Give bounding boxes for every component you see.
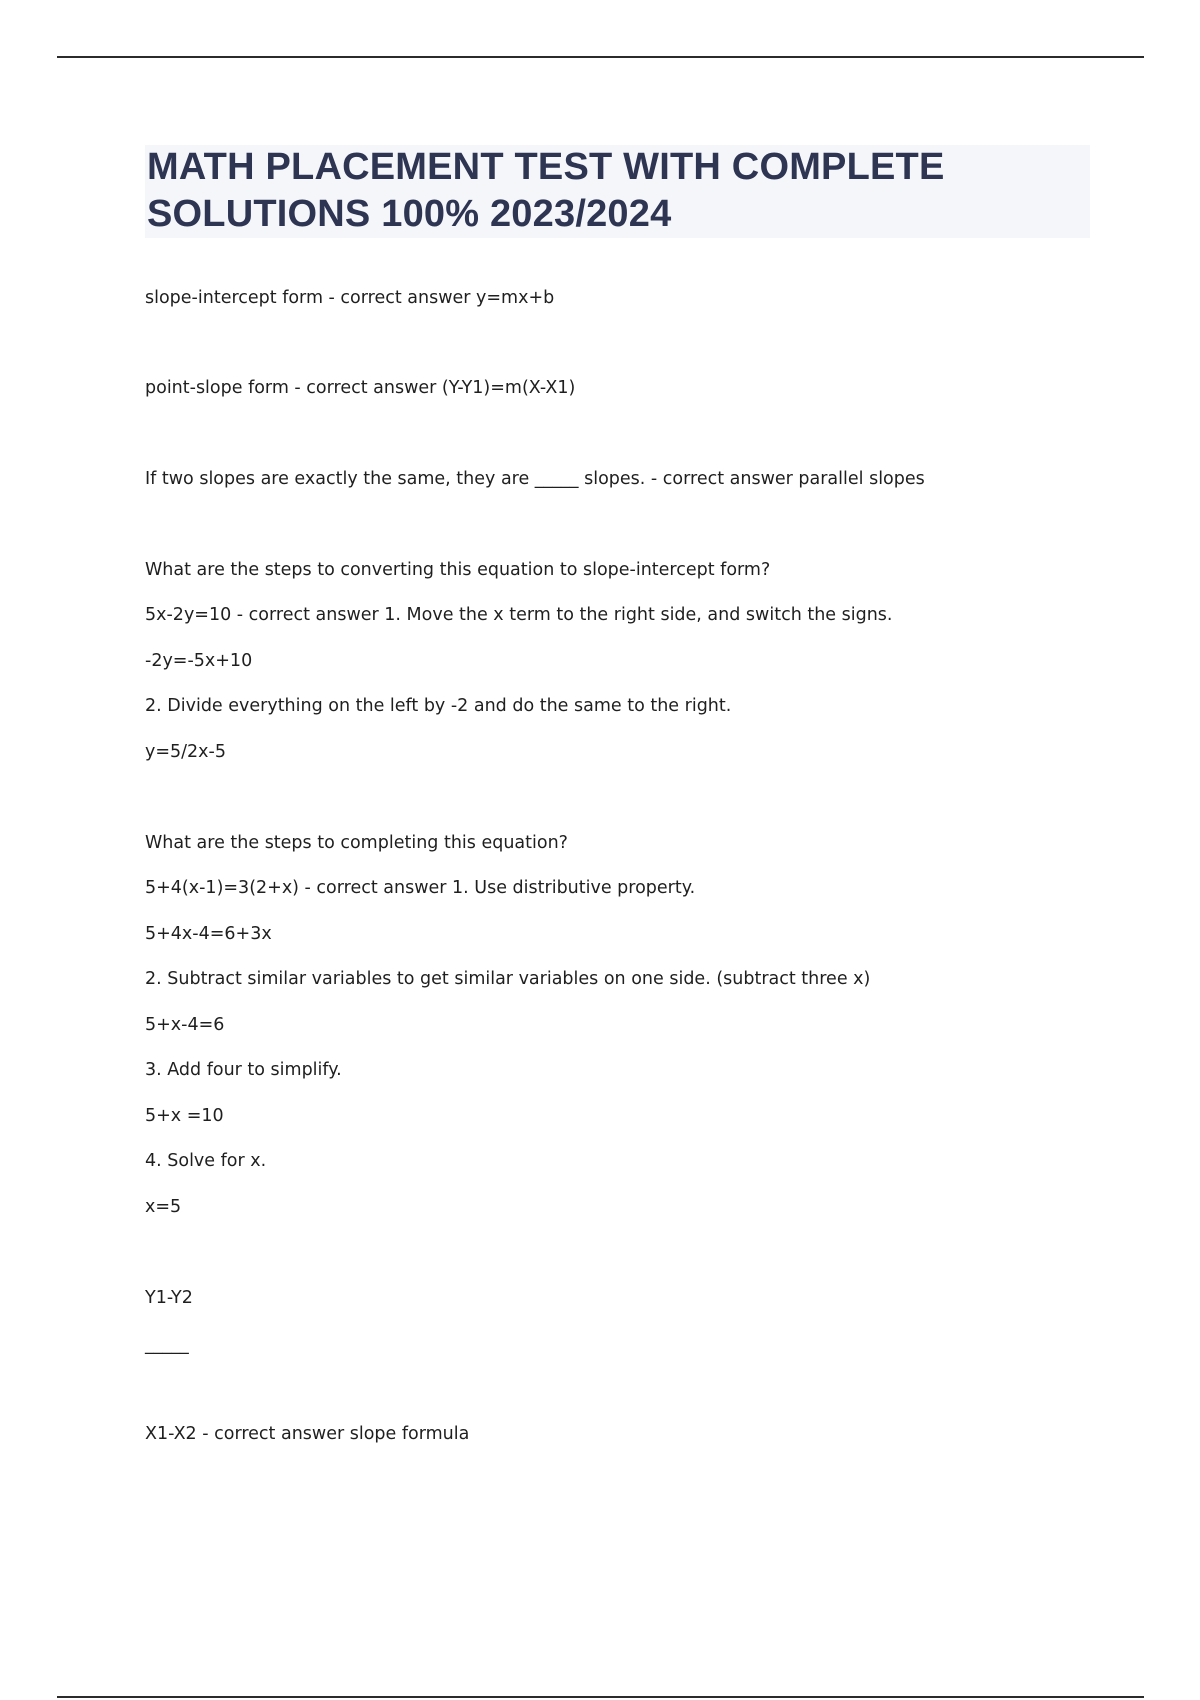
- answer-convert-step-1: 5x-2y=10 - correct answer 1. Move the x term to the right side, and switch the signs.: [145, 605, 893, 625]
- answer-complete-step-1: 5+4(x-1)=3(2+x) - correct answer 1. Use distributive property.: [145, 878, 696, 898]
- answer-complete-equation-3: 5+x =10: [145, 1106, 224, 1126]
- page-title: [147, 144, 1087, 238]
- top-divider: [57, 56, 1144, 58]
- slope-formula-denominator: X1-X2 - correct answer slope formula: [145, 1424, 470, 1444]
- title-line-1: MATH PLACEMENT TEST WITH COMPLETE: [147, 146, 945, 188]
- answer-complete-equation-1: 5+4x-4=6+3x: [145, 924, 272, 944]
- answer-complete-step-2: 2. Subtract similar variables to get similar variables on one side. (subtract three x): [145, 969, 871, 989]
- answer-convert-result: y=5/2x-5: [145, 742, 226, 762]
- qa-point-slope: point-slope form - correct answer (Y-Y1)=m(X-X1): [145, 378, 576, 398]
- answer-complete-step-3: 3. Add four to simplify.: [145, 1060, 342, 1080]
- bottom-divider: [57, 1696, 1144, 1698]
- qa-parallel-slopes: If two slopes are exactly the same, they are _____ slopes. - correct answer parallel slopes: [145, 469, 925, 489]
- answer-convert-step-2: 2. Divide everything on the left by -2 and do the same to the right.: [145, 696, 732, 716]
- title-line-2: SOLUTIONS 100% 2023/2024: [147, 193, 672, 235]
- slope-formula-fraction-bar: _____: [145, 1335, 189, 1355]
- answer-complete-step-4: 4. Solve for x.: [145, 1151, 267, 1171]
- answer-convert-equation-1: -2y=-5x+10: [145, 651, 253, 671]
- qa-slope-intercept: slope-intercept form - correct answer y=mx+b: [145, 288, 555, 308]
- answer-complete-equation-2: 5+x-4=6: [145, 1015, 225, 1035]
- answer-complete-result: x=5: [145, 1197, 182, 1217]
- question-convert-form: What are the steps to converting this equation to slope-intercept form?: [145, 560, 771, 580]
- slope-formula-numerator: Y1-Y2: [145, 1288, 193, 1308]
- question-complete-equation: What are the steps to completing this equation?: [145, 833, 568, 853]
